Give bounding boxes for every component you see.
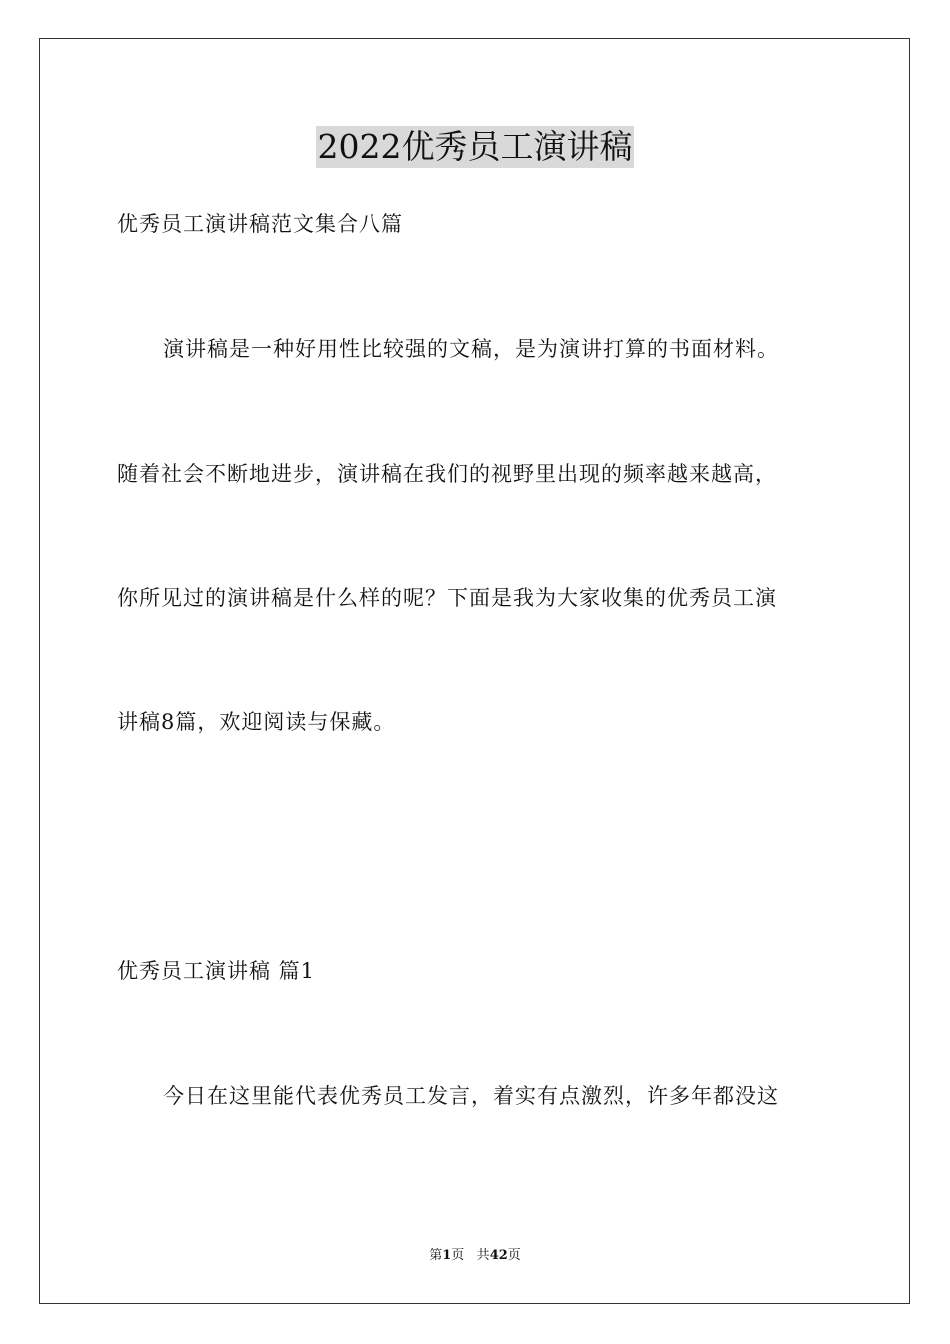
section-first-line: 今日在这里能代表优秀员工发言，着实有点激烈，许多年都没这 [163, 1084, 779, 1108]
footer-page-number: 1 [442, 1248, 452, 1263]
intro-line-4: 讲稿8篇，欢迎阅读与保藏。 [117, 710, 396, 734]
page-footer [0, 1247, 950, 1265]
intro-line-2: 随着社会不断地进步，演讲稿在我们的视野里出现的频率越来越高， [117, 462, 777, 486]
footer-total-prefix: 共 [476, 1248, 490, 1263]
intro-line-3: 你所见过的演讲稿是什么样的呢？下面是我为大家收集的优秀员工演 [117, 586, 777, 610]
intro-line-1: 演讲稿是一种好用性比较强的文稿，是为演讲打算的书面材料。 [163, 337, 779, 361]
document-title-text: 2022优秀员工演讲稿 [317, 127, 633, 166]
footer-total-pages: 42 [489, 1248, 508, 1263]
footer-page-suffix: 页 [451, 1248, 465, 1263]
document-subtitle: 优秀员工演讲稿范文集合八篇 [117, 212, 403, 236]
footer-page-prefix: 第 [429, 1248, 443, 1263]
document-title [0, 126, 950, 168]
section-heading: 优秀员工演讲稿 篇1 [117, 959, 316, 983]
footer-total-suffix: 页 [507, 1248, 521, 1263]
